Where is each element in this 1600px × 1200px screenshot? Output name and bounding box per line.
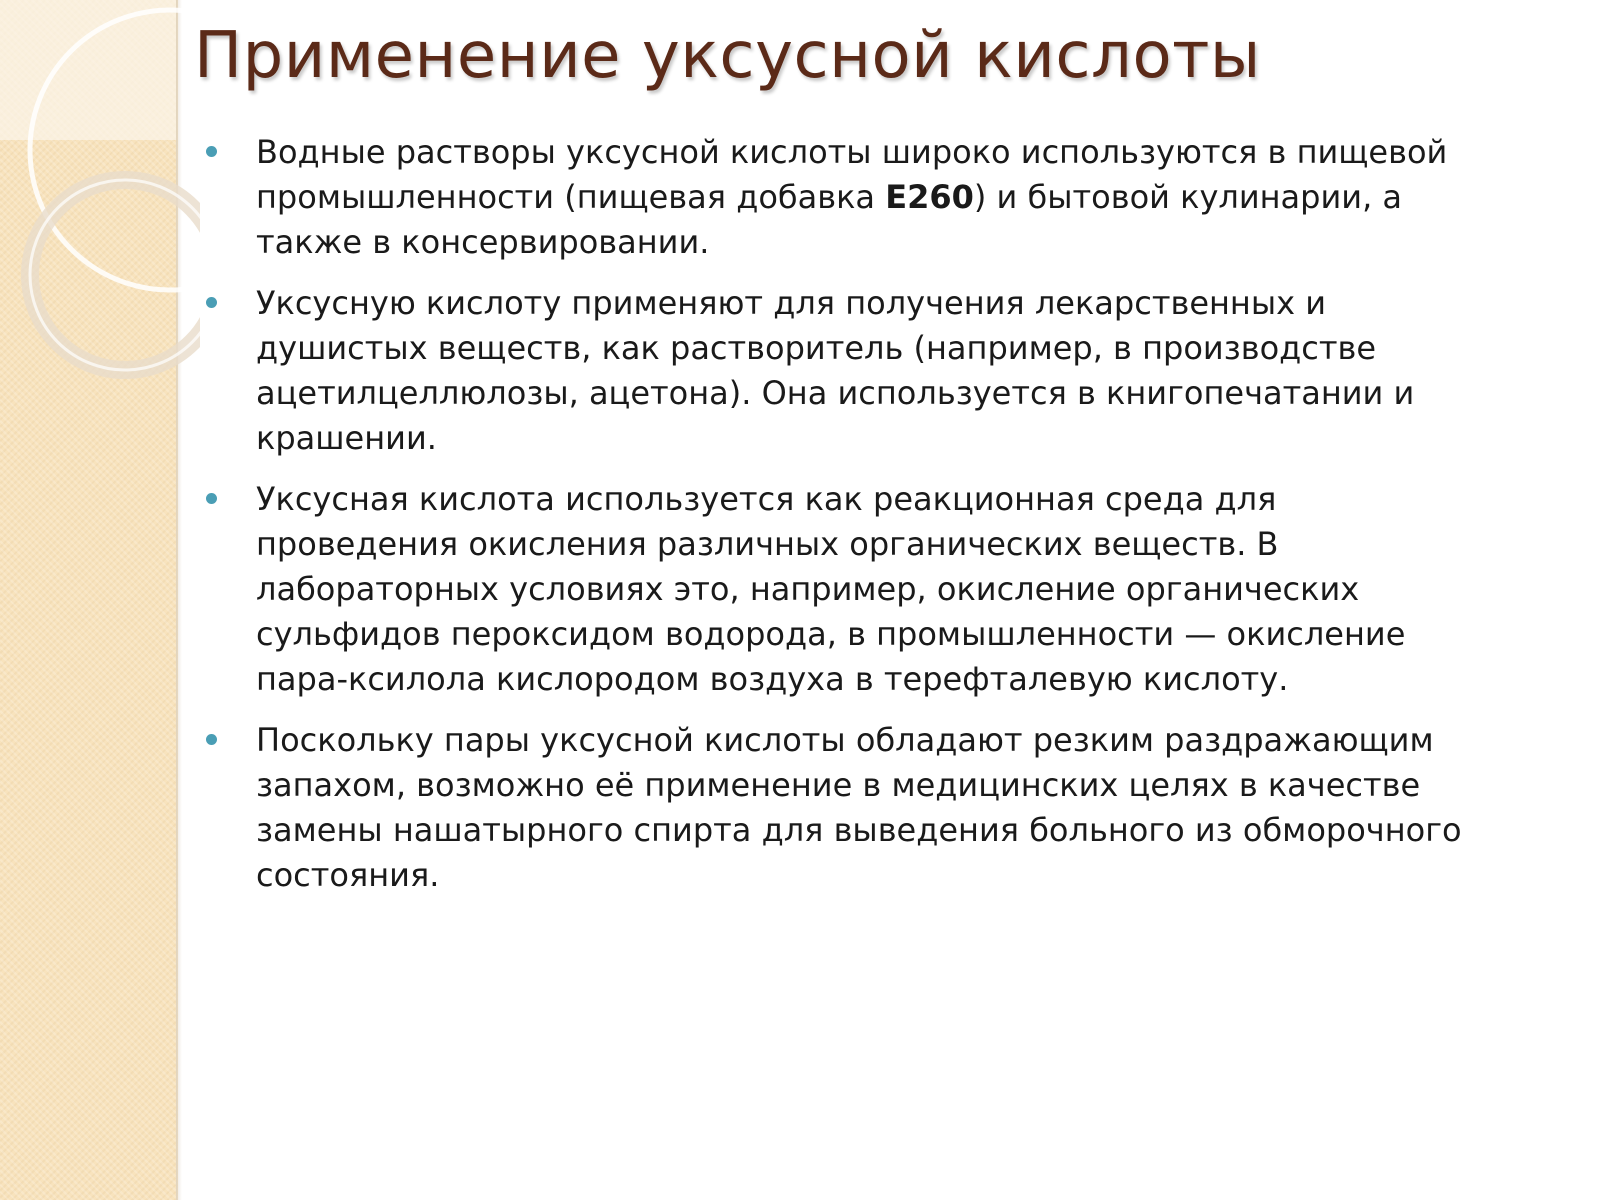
slide-title: Применение уксусной кислоты	[194, 19, 1261, 93]
bullet-item-reaction-medium	[206, 477, 1476, 702]
bullet-text-part: Водные растворы уксусной кислоты широко используются в пищевой промышленности (пищевая добавка	[256, 133, 1448, 216]
decorative-rings	[0, 0, 200, 400]
bullet-dot-icon	[206, 493, 217, 504]
bullet-item-medical-use	[206, 718, 1476, 898]
additive-code: E260	[885, 178, 974, 216]
bullet-dot-icon	[206, 297, 217, 308]
bullet-text-part: ) и бытовой кулинарии, а также в консервировании.	[256, 178, 1403, 261]
bullet-dot-icon	[206, 146, 217, 157]
bullet-list	[206, 130, 1476, 914]
large-ring-icon	[30, 10, 200, 290]
bullet-item-medicine-solvent	[206, 281, 1476, 461]
bullet-text: Уксусная кислота используется как реакционная среда для проведения окисления различных органических веществ. В лабораторных условиях это, например, окисление органических сульфидов пероксидом водорода, в промышленности — окисление пара-ксилола кислородом воздуха в терефталевую кислоту.	[256, 480, 1406, 698]
bullet-text: Поскольку пары уксусной кислоты обладают резким раздражающим запахом, возможно её применение в медицинских целях в качестве замены нашатырного спирта для выведения больного из обморочного состояния.	[256, 721, 1462, 894]
bullet-item-food-industry	[206, 130, 1476, 265]
bullet-text: Уксусную кислоту применяют для получения лекарственных и душистых веществ, как растворитель (например, в производстве ацетилцеллюлозы, ацетона). Она используется в книгопечатании и крашении.	[256, 284, 1415, 457]
medium-ring-highlight-icon	[30, 180, 200, 370]
bullet-dot-icon	[206, 734, 217, 745]
